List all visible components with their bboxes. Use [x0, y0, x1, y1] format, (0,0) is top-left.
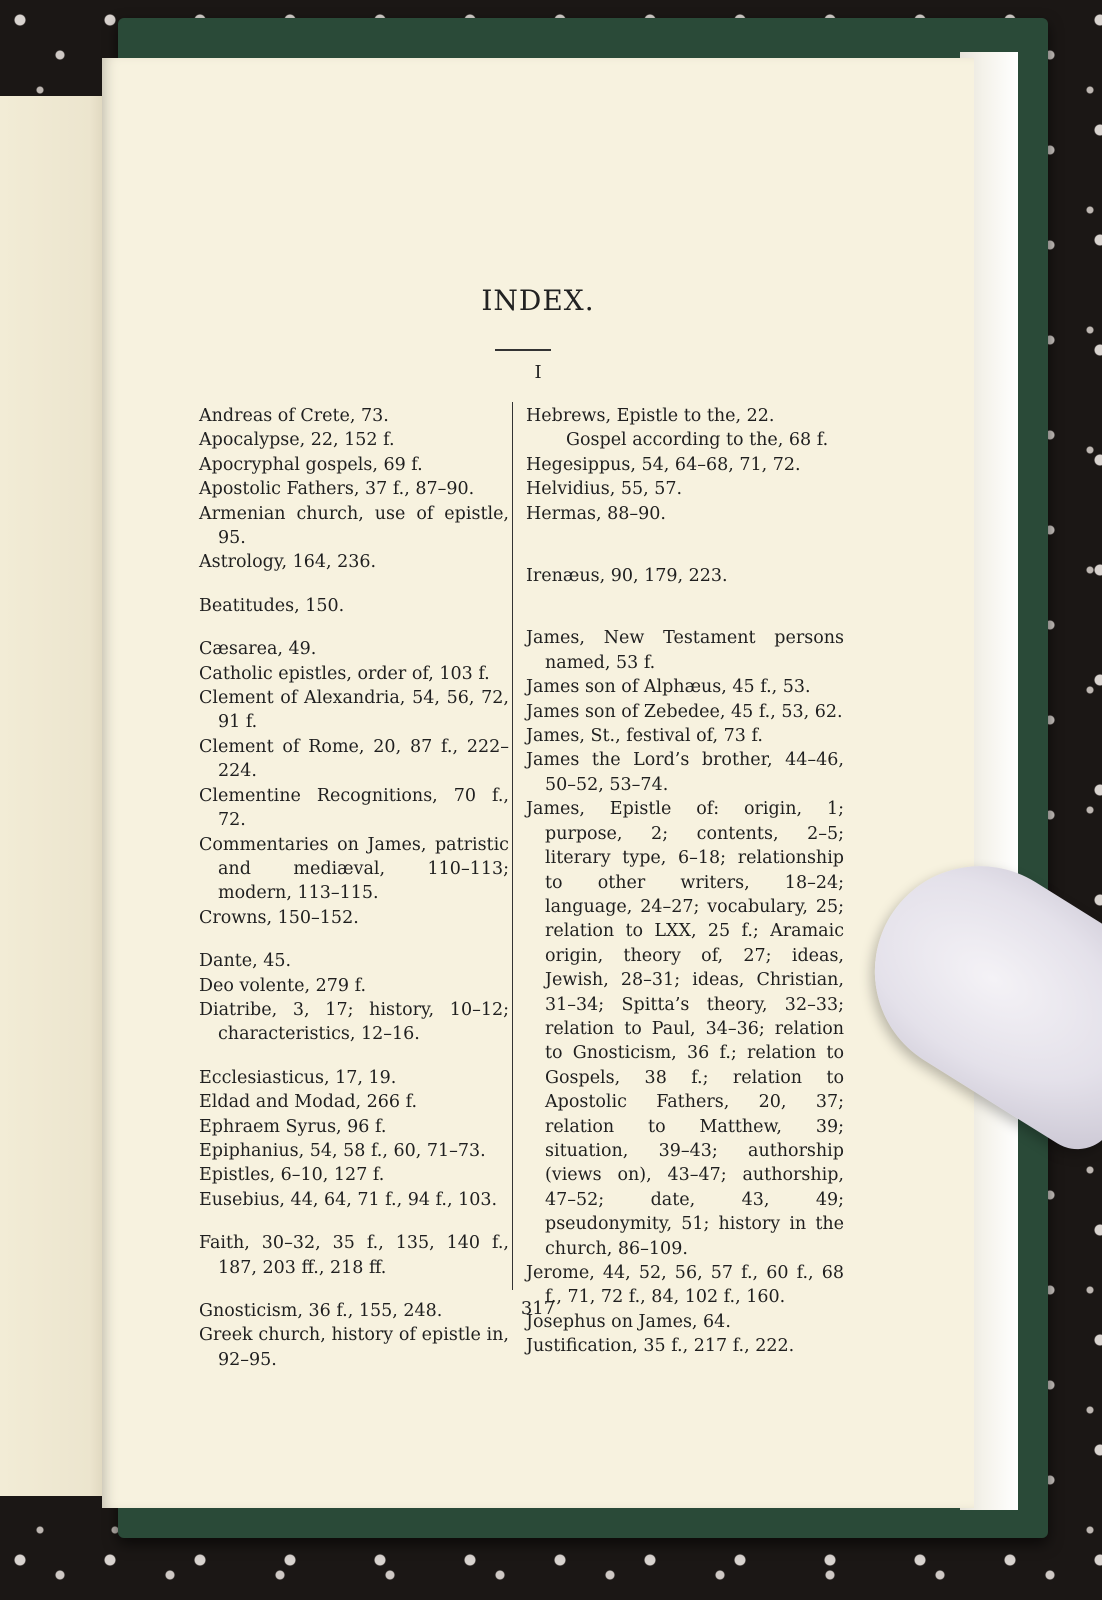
entry-gap [199, 930, 509, 949]
entry-gap [199, 1280, 509, 1299]
index-entry: Andreas of Crete, 73. [199, 406, 389, 426]
index-entry: Clementine Recognitions, 70 f., 72. [199, 785, 509, 831]
index-entry: Catholic epistles, order of, 103 f. [199, 663, 490, 684]
index-entry: Ecclesiasticus, 17, 19. [199, 1067, 397, 1088]
entry-gap [526, 526, 844, 564]
index-entry: Beatitudes, 150. [199, 595, 345, 616]
entry-gap [199, 618, 509, 637]
index-column-left [199, 404, 509, 1372]
entry-gap [199, 575, 509, 594]
left-page [0, 96, 112, 1496]
entry-gap [199, 1047, 509, 1066]
entry-gap [526, 588, 844, 626]
index-entry: James son of Zebedee, 45 f., 53, 62. [526, 701, 843, 722]
index-entry: Epiphanius, 54, 58 f., 60, 71–73. [199, 1140, 486, 1161]
index-entry: Gospel according to the, 68 f. [566, 430, 829, 451]
index-entry: Faith, 30–32, 35 f., 135, 140 f., 187, 203 ff., 218 ff. [199, 1233, 509, 1278]
index-entry: Diatribe, 3, 17; history, 10–12; characteristics, 12–16. [199, 999, 509, 1045]
index-entry: Armenian church, use of epistle, 95. [199, 503, 509, 549]
index-entry: Eusebius, 44, 64, 71 f., 94 f., 103. [199, 1189, 498, 1210]
index-entry: Hegesippus, 54, 64–68, 71, 72. [526, 454, 801, 475]
index-entry: Clement of Rome, 20, 87 f., 222–224. [199, 736, 509, 782]
index-entry: Josephus on James, 64. [526, 1311, 731, 1332]
column-divider [512, 402, 513, 1290]
index-entry: Apocalypse, 22, 152 f. [199, 430, 395, 451]
index-entry: Eldad and Modad, 266 f. [199, 1092, 418, 1113]
index-column-right [526, 404, 844, 1359]
index-entry: James, St., festival of, 73 f. [526, 726, 763, 747]
index-entry: James, Epistle of: origin, 1; purpose, 2; contents, 2–5; literary type, 6–18; relationship to other writers, 18–24; language, 24–27; vocabulary, 25; relation to LXX, 25 f.; Aramaic origin, theory of, 27; ideas, Jewish, 28–31; ideas, Christian, 31–34; Spitta’s theory, 32–33; relation to Paul, 34–36; relation to Gnosticism, 36 f.; relation to Gospels, 38 f.; relation to Apostolic Fathers, 20, 37; relation to Matthew, 39; situation, 39–43; authorship (views on), 43–47; authorship, 47–52; date, 43, 49; pseudonymity, 51; history in the church, 86–109. [526, 799, 844, 1259]
index-entry: Greek church, history of epistle in, 92–95. [199, 1325, 509, 1370]
index-entry: Epistles, 6–10, 127 f. [199, 1165, 385, 1186]
index-page [102, 58, 974, 1508]
index-entry: Irenæus, 90, 179, 223. [526, 566, 728, 587]
page-title: INDEX. [481, 284, 595, 317]
page-number: 317 [520, 1298, 556, 1319]
index-entry: Cæsarea, 49. [199, 639, 317, 660]
index-entry: James the Lord’s brother, 44–46, 50–52, 53–74. [526, 750, 844, 795]
title-rule [495, 349, 551, 351]
entry-gap [199, 1212, 509, 1231]
index-entry: Hebrews, Epistle to the, 22. [526, 406, 775, 426]
index-entry: Deo volente, 279 f. [199, 975, 367, 996]
index-entry: Apocryphal gospels, 69 f. [199, 454, 423, 475]
index-entry: Justification, 35 f., 217 f., 222. [526, 1336, 795, 1357]
index-entry: Dante, 45. [199, 951, 292, 972]
index-entry: Commentaries on James, patristic and mediæval, 110–113; modern, 113–115. [199, 834, 509, 904]
index-entry: Crowns, 150–152. [199, 907, 359, 928]
index-entry: Helvidius, 55, 57. [526, 479, 683, 500]
index-entry: Jerome, 44, 52, 56, 57 f., 60 f., 68 f., 71, 72 f., 84, 102 f., 160. [526, 1263, 844, 1308]
index-entry: Clement of Alexandria, 54, 56, 72, 91 f. [199, 688, 509, 733]
index-entry: James, New Testament persons named, 53 f. [526, 628, 844, 673]
index-entry: Astrology, 164, 236. [199, 552, 377, 573]
index-entry: Ephraem Syrus, 96 f. [199, 1116, 387, 1137]
index-entry: Hermas, 88–90. [526, 503, 666, 524]
index-entry: Apostolic Fathers, 37 f., 87–90. [199, 479, 475, 500]
index-entry: Gnosticism, 36 f., 155, 248. [199, 1301, 443, 1321]
index-entry: James son of Alphæus, 45 f., 53. [526, 677, 811, 698]
section-letter: I [534, 362, 542, 383]
